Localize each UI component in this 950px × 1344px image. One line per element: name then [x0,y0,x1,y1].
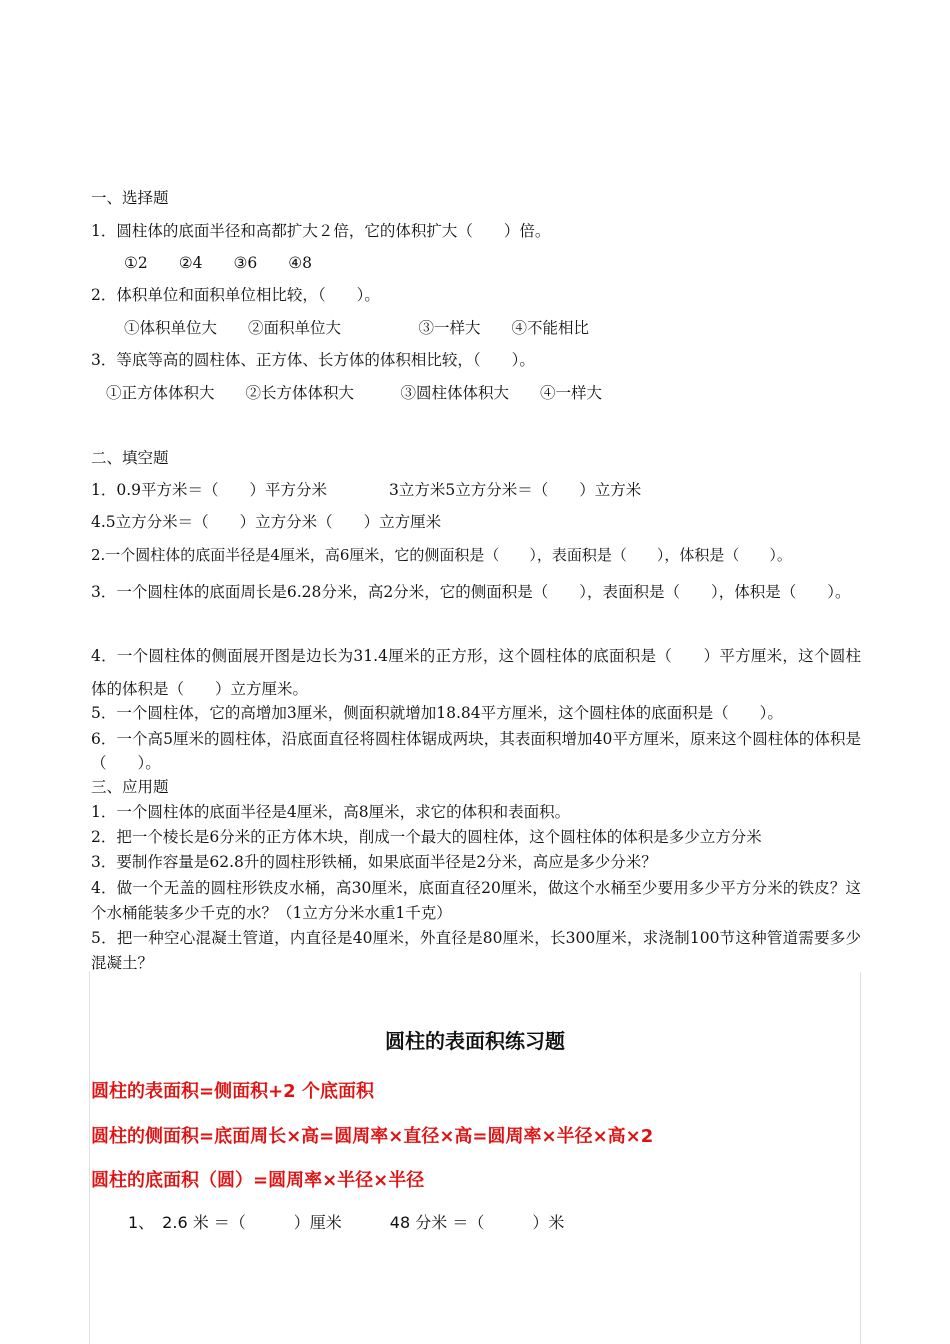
question-2-options: ①体积单位大 ②面积单位大 ③一样大 ④不能相比 [124,319,590,337]
section-heading: 三、应用题 [91,778,169,796]
question-3: 3．要制作容量是62.8升的圆柱形铁桶，如果底面半径是2分米，高应是多少分米？ [91,853,657,871]
question-1-options: ①2 ②4 ③6 ④8 [124,254,313,272]
question-3: 3．一个圆柱体的底面周长是6.28分米，高2分米，它的侧面积是（ ），表面积是（ ），体积是（ ）。 [91,583,851,601]
question-3-options: ①正方体体积大 ②长方体体积大 ③圆柱体体积大 ④一样大 [106,384,603,402]
question-2: 2.一个圆柱体的底面半径是4厘米，高6厘米，它的侧面积是（ ），表面积是（ ），体积是（ ）。 [91,546,792,564]
question-5: 5．把一种空心混凝土管道，内直径是40厘米，外直径是80厘米，长300厘米，求浇制100节这种管道需要多少混凝土？ [91,929,861,972]
question-1b: 4.5立方分米＝（ ）立方分米（ ）立方厘米 [91,513,442,531]
question-2: 2．把一个棱长是6分米的正方体木块，削成一个最大的圆柱体，这个圆柱体的体积是多少立方分米 [91,828,762,846]
question-2: 2．体积单位和面积单位相比较，（ ）。 [91,286,380,304]
question-3: 3．等底等高的圆柱体、正方体、长方体的体积相比较，（ ）。 [91,351,535,369]
formula-lateral-area: 圆柱的侧面积=底面周长×高=圆周率×直径×高=圆周率×半径×高×2 [91,1126,654,1147]
question-1: 1．一个圆柱体的底面半径是4厘米，高8厘米，求它的体积和表面积。 [91,803,571,821]
formula-surface-area: 圆柱的表面积=侧面积+2 个底面积 [91,1081,374,1102]
section-heading: 一、选择题 [91,189,169,207]
question-6: 6．一个高5厘米的圆柱体，沿底面直径将圆柱体锯成两块，其表面积增加40平方厘米，原来这个圆柱体的体积是（ ）。 [91,730,861,772]
question-1a: 1．0.9平方米＝（ ）平方分米 3立方米5立方分米＝（ ）立方米 [91,481,642,499]
part2-question-1: 1、 2.6 米 ＝（ ）厘米 48 分米 ＝（ ）米 [128,1213,565,1232]
formula-base-area: 圆柱的底面积（圆）=圆周率×半径×半径 [91,1170,425,1191]
question-1: 1．圆柱体的底面半径和高都扩大２倍，它的体积扩大（ ）倍。 [91,222,551,240]
section-heading: 二、填空题 [91,449,169,467]
question-5: 5．一个圆柱体，它的高增加3厘米，侧面积就增加18.84平方厘米，这个圆柱体的底面积是（ ）。 [91,704,783,722]
part2-title: 圆柱的表面积练习题 [385,1029,565,1053]
question-4: 4．一个圆柱体的侧面展开图是边长为31.4厘米的正方形，这个圆柱体的底面积是（ ）平方厘米，这个圆柱体的体积是（ ）立方厘米。 [91,647,861,698]
question-4: 4．做一个无盖的圆柱形铁皮水桶，高30厘米，底面直径20厘米，做这个水桶至少要用多少平方分米的铁皮？这个水桶能装多少千克的水？（1立方分米水重1千克） [91,879,861,922]
